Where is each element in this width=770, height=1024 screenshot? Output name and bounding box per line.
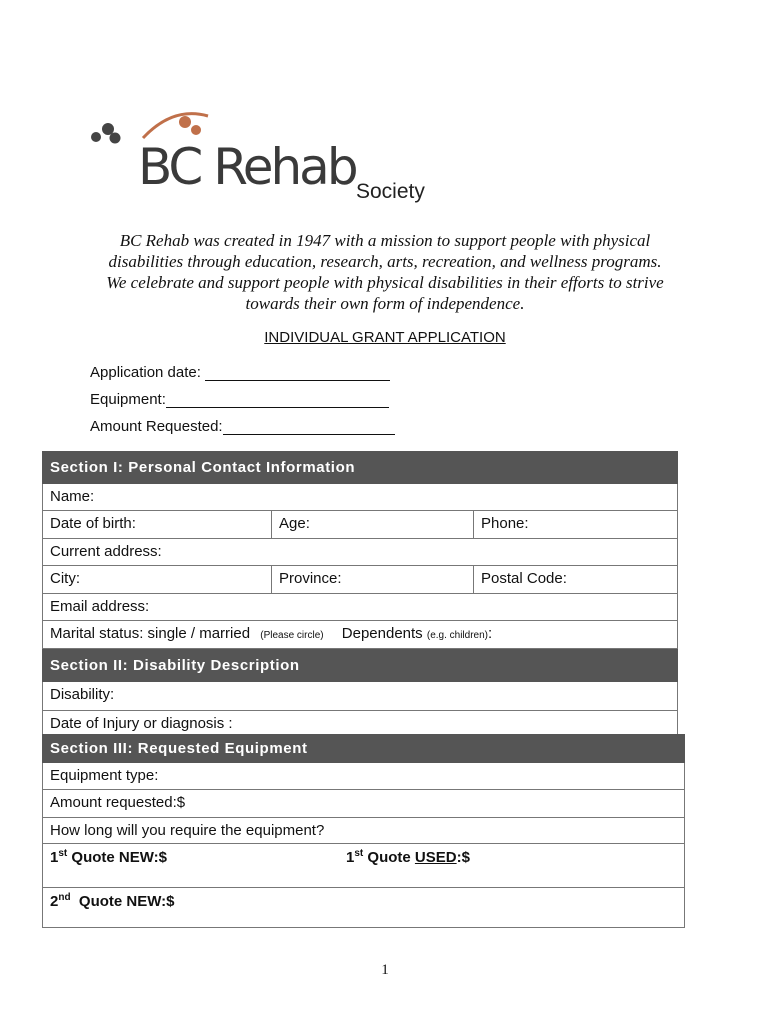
section-2-header: Section II: Disability Description <box>42 649 678 682</box>
marital-row[interactable] <box>42 621 678 649</box>
amount-requested-field <box>90 418 395 445</box>
application-title: INDIVIDUAL GRANT APPLICATION <box>264 329 506 346</box>
city-row <box>42 566 678 594</box>
dob-row <box>42 511 678 539</box>
quote2-row[interactable] <box>42 888 685 928</box>
email-row[interactable] <box>42 594 678 621</box>
mission-line: We celebrate and support people with physical disabilities in their efforts to strive <box>106 273 664 292</box>
postal-label: Postal Code: <box>481 570 567 587</box>
quote1-label: Quote NEW:$ <box>67 849 167 866</box>
amount-requested-label: Amount Requested: <box>90 418 223 435</box>
quote2-cell <box>43 888 684 927</box>
age-label: Age: <box>279 515 310 532</box>
page-number: 1 <box>381 962 389 978</box>
phone-cell[interactable] <box>473 511 677 538</box>
address-row[interactable] <box>42 539 678 566</box>
quote1-sup: st <box>58 848 68 859</box>
mission-line: BC Rehab was created in 1947 with a mission to support people with physical <box>119 231 651 250</box>
marital-label: Marital status: single / married <box>50 625 251 642</box>
amount-label: Amount requested:$ <box>50 794 186 811</box>
phone-label: Phone: <box>481 515 529 532</box>
equipment-input[interactable] <box>166 391 389 408</box>
equipment-field <box>90 391 395 418</box>
application-form <box>42 451 678 739</box>
dependents-note: (e.g. children) <box>426 630 488 641</box>
quote1-used-post: :$ <box>456 849 470 866</box>
quote1-num: 1 <box>50 849 59 866</box>
duration-row[interactable] <box>42 818 685 844</box>
dob-label: Date of birth: <box>50 515 136 532</box>
quote1-used-cell <box>339 844 679 887</box>
age-cell[interactable] <box>271 511 473 538</box>
name-label: Name: <box>50 488 95 505</box>
quote1-used-word: USED <box>414 849 457 866</box>
province-cell[interactable] <box>271 566 473 593</box>
section-1-header: Section I: Personal Contact Information <box>42 451 678 484</box>
address-label: Current address: <box>50 543 162 560</box>
quote2-num: 2 <box>50 893 59 910</box>
postal-cell[interactable] <box>473 566 677 593</box>
logo-dot <box>91 132 101 142</box>
header-fields <box>90 364 395 445</box>
logo <box>88 108 428 208</box>
injury-date-label: Date of Injury or diagnosis : <box>50 715 233 732</box>
duration-label: How long will you require the equipment? <box>50 822 325 839</box>
disability-row[interactable] <box>42 682 678 711</box>
marital-cell <box>43 621 677 648</box>
quote1-new-cell <box>43 844 339 887</box>
logo-dot <box>179 116 191 128</box>
quote1-used-sup: st <box>354 848 364 859</box>
mission-line: disabilities through education, research, arts, recreation, and wellness programs. <box>108 252 662 271</box>
marital-note: (Please circle) <box>260 630 324 641</box>
equipment-label: Equipment: <box>90 391 166 408</box>
quote1-used-pre: Quote <box>363 849 415 866</box>
application-date-field <box>90 364 395 391</box>
section-3 <box>42 734 685 928</box>
email-label: Email address: <box>50 598 150 615</box>
logo-dot <box>191 125 201 135</box>
logo-wordmark: BC Rehab <box>138 138 356 196</box>
quote2-sup: nd <box>58 892 71 903</box>
section-3-header: Section III: Requested Equipment <box>42 734 685 763</box>
mission-statement <box>60 230 710 314</box>
city-cell[interactable] <box>43 566 271 593</box>
amount-row[interactable] <box>42 790 685 818</box>
dob-cell[interactable] <box>43 511 271 538</box>
logo-dot <box>110 133 121 144</box>
equipment-type-label: Equipment type: <box>50 767 159 784</box>
logo-society: Society <box>356 180 425 203</box>
city-label: City: <box>50 570 80 587</box>
quote2-label: Quote NEW:$ <box>70 893 175 910</box>
dependents-label: Dependents <box>341 625 423 642</box>
equipment-type-row[interactable] <box>42 763 685 790</box>
quote1-row[interactable] <box>42 844 685 888</box>
name-row[interactable] <box>42 484 678 511</box>
quote1-used-num: 1 <box>346 849 355 866</box>
application-date-input[interactable] <box>205 364 390 381</box>
mission-line: towards their own form of independence. <box>245 294 525 313</box>
amount-requested-input[interactable] <box>223 418 395 435</box>
dependents-colon: : <box>488 625 493 642</box>
province-label: Province: <box>279 570 342 587</box>
disability-label: Disability: <box>50 686 115 703</box>
application-date-label: Application date: <box>90 364 201 381</box>
logo-dot <box>102 123 114 135</box>
